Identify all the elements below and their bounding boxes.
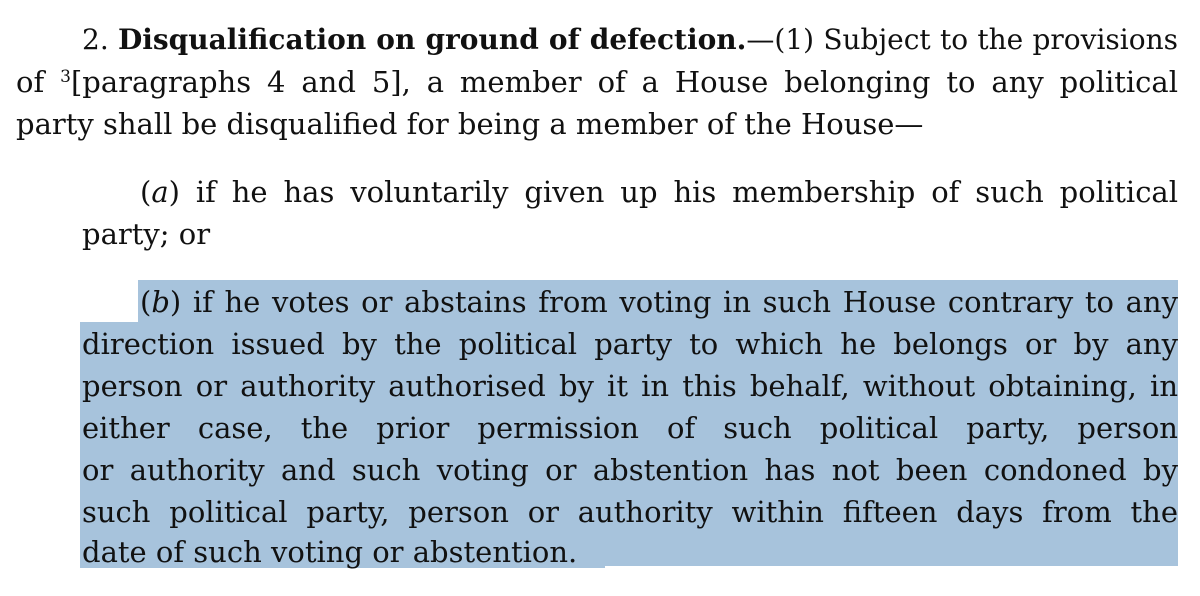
- section-intro-line-2: of $^3$[paragraphs 4 and 5], a member of a House belonging to any political: [16, 65, 1178, 99]
- clause-b-line-6: such political party, person or authority within fifteen days from the: [82, 495, 1178, 529]
- section-number: 2.: [82, 23, 109, 56]
- clause-b-line-3: person or authority authorised by it in this behalf, without obtaining, in: [82, 369, 1178, 403]
- section-intro-line-3: party shall be disqualified for being a member of the House—: [16, 107, 924, 141]
- clause-b-marker: (b): [140, 285, 182, 319]
- section-intro-text: (1) Subject to the provisions: [774, 23, 1178, 56]
- clause-a-line-1: (a) if he has voluntarily given up his membership of such political: [140, 175, 1178, 209]
- clause-b-line-5: or authority and such voting or abstention has not been condoned by: [82, 453, 1178, 487]
- clause-b-line-4: either case, the prior permission of such political party, person: [82, 411, 1178, 445]
- footnote-marker: 3: [60, 67, 71, 87]
- clause-a-marker: (a): [140, 175, 180, 209]
- clause-b-line-1: (b) if he votes or abstains from voting in such House contrary to any: [140, 285, 1178, 319]
- section-heading: Disqualification on ground of defection.: [118, 23, 747, 56]
- clause-b-line-2: direction issued by the political party to which he belongs or by any: [82, 327, 1178, 361]
- section-dash: —: [746, 23, 775, 56]
- section-intro-line-1: [82, 20, 1178, 60]
- clause-b-line-7: date of such voting or abstention.: [82, 535, 578, 569]
- clause-a-line-2: party; or: [82, 217, 211, 251]
